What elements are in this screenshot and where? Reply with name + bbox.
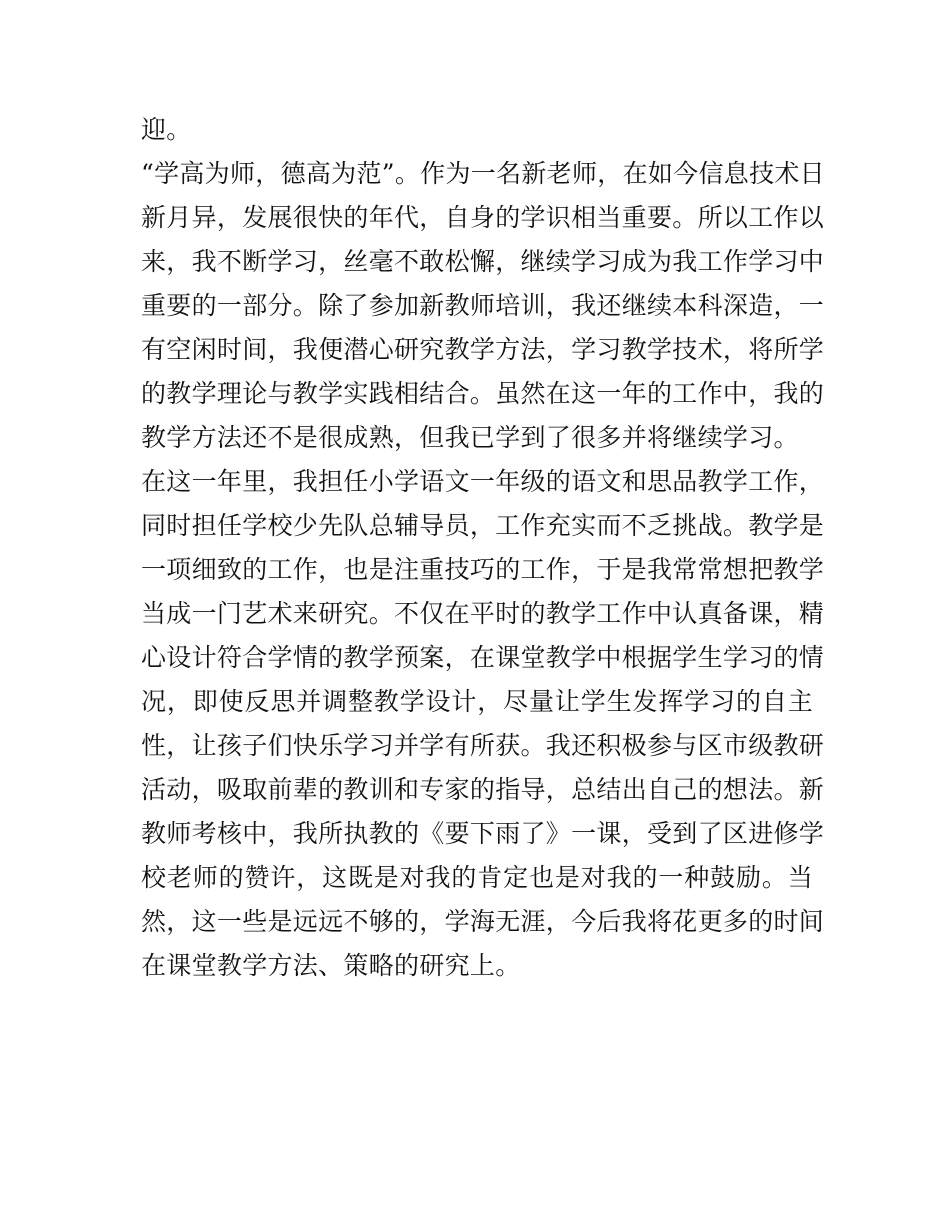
text-line: 校老师的赞许，这既是对我的肯定也是对我的一种鼓励。当 — [141, 863, 813, 892]
text-line: 在课堂教学方法、策略的研究上。 — [141, 951, 521, 980]
text-line: 重要的一部分。除了参加新教师培训，我还继续本科深造，一 — [141, 291, 825, 320]
text-line: 一项细致的工作，也是注重技巧的工作，于是我常常想把教学 — [141, 555, 825, 584]
body-text — [141, 108, 825, 988]
text-line: 的教学理论与教学实践相结合。虽然在这一年的工作中，我的 — [141, 379, 825, 408]
text-line: 同时担任学校少先队总辅导员，工作充实而不乏挑战。教学是 — [141, 511, 825, 540]
text-line: 活动，吸取前辈的教训和专家的指导，总结出自己的想法。新 — [141, 775, 825, 804]
text-line: 性，让孩子们快乐学习并学有所获。我还积极参与区市级教研 — [141, 731, 825, 760]
text-line: 来，我不断学习，丝毫不敢松懈，继续学习成为我工作学习中 — [141, 247, 825, 276]
text-line: 教师考核中，我所执教的《要下雨了》一课，受到了区进修学 — [141, 819, 825, 848]
text-line: 有空闲时间，我便潜心研究教学方法，学习教学技术，将所学 — [141, 335, 825, 364]
text-line: 新月异，发展很快的年代，自身的学识相当重要。所以工作以 — [141, 203, 825, 232]
text-line: “学高为师，德高为范”。作为一名新老师，在如今信息技术日 — [141, 159, 825, 188]
text-line: 然，这一些是远远不够的，学海无涯，今后我将花更多的时间 — [141, 907, 825, 936]
text-line: 教学方法还不是很成熟，但我已学到了很多并将继续学习。 — [141, 423, 799, 452]
text-line: 况，即使反思并调整教学设计，尽量让学生发挥学习的自主 — [141, 687, 813, 716]
text-line: 迎。 — [141, 115, 192, 144]
text-line: 当成一门艺术来研究。不仅在平时的教学工作中认真备课，精 — [141, 599, 825, 628]
text-line: 心设计符合学情的教学预案，在课堂教学中根据学生学习的情 — [141, 643, 825, 672]
text-line: 在这一年里，我担任小学语文一年级的语文和思品教学工作， — [141, 467, 825, 496]
